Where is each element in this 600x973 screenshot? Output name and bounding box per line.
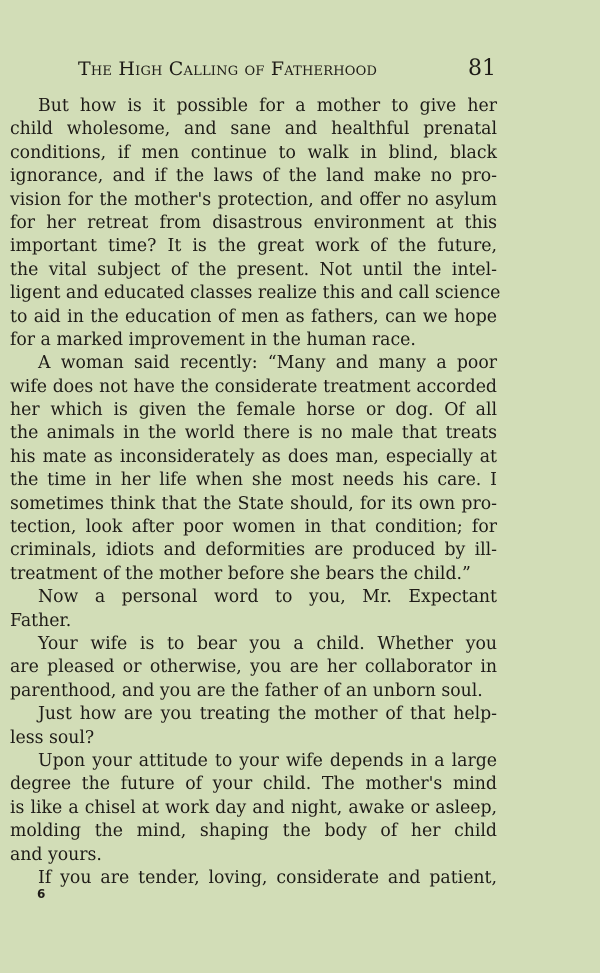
text-line: child wholesome, and sane and healthful prenatal — [10, 119, 497, 140]
text-line: ligent and educated classes realize this and call science — [10, 283, 501, 304]
text-line: for a marked improvement in the human race. — [10, 329, 416, 350]
text-line: tection, look after poor women in that condition; for — [10, 517, 497, 538]
text-line: are pleased or otherwise, you are her collaborator in — [10, 657, 497, 678]
page-number: 81 — [468, 56, 496, 81]
text-line: conditions, if men continue to walk in blind, black — [10, 142, 497, 163]
text-line: Your wife is to bear you a child. Whether you — [38, 633, 497, 654]
text-line: less soul? — [10, 727, 95, 748]
text-line: important time? It is the great work of the future, — [10, 236, 497, 257]
text-line: parenthood, and you are the father of an unborn soul. — [10, 680, 483, 701]
text-line: But how is it possible for a mother to give her — [38, 96, 497, 116]
running-head — [78, 56, 498, 86]
text-line: molding the mind, shaping the body of her child — [10, 821, 497, 842]
text-line: the vital subject of the present. Not until the intel- — [10, 259, 497, 280]
text-line: her which is given the female horse or dog. Of all — [10, 400, 497, 421]
text-line: the time in her life when she most needs his care. I — [10, 470, 497, 491]
running-title: The High Calling of Fatherhood — [78, 58, 378, 80]
text-line: Just how are you treating the mother of that help- — [38, 704, 497, 725]
text-line: for her retreat from disastrous environment at this — [10, 212, 497, 233]
text-line: criminals, idiots and deformities are produced by ill- — [10, 540, 497, 561]
text-line: his mate as inconsiderately as does man, especially at — [10, 446, 497, 467]
text-line: Upon your attitude to your wife depends in a large — [38, 750, 497, 771]
text-line: vision for the mother's protection, and offer no asylum — [10, 189, 497, 210]
text-line: degree the future of your child. The mother's mind — [10, 774, 497, 795]
body-text — [10, 95, 501, 890]
text-line: is like a chisel at work day and night, awake or asleep, — [10, 797, 497, 818]
text-line: If you are tender, loving, considerate and patient, — [38, 867, 497, 888]
text-line: the animals in the world there is no male that treats — [10, 423, 497, 444]
text-line: Now a personal word to you, Mr. Expectant — [38, 587, 497, 608]
signature-mark: 6 — [37, 887, 46, 901]
text-line: ignorance, and if the laws of the land make no pro- — [10, 166, 497, 187]
text-line: treatment of the mother before she bears the child.” — [10, 563, 471, 584]
text-line: A woman said recently: “Many and many a poor — [38, 353, 497, 374]
text-line: and yours. — [10, 844, 102, 865]
text-line: sometimes think that the State should, for its own pro- — [10, 493, 497, 514]
text-line: Father. — [10, 610, 72, 631]
text-line: wife does not have the considerate treatment accorded — [10, 376, 497, 397]
text-line: to aid in the education of men as fathers, can we hope — [10, 306, 497, 327]
